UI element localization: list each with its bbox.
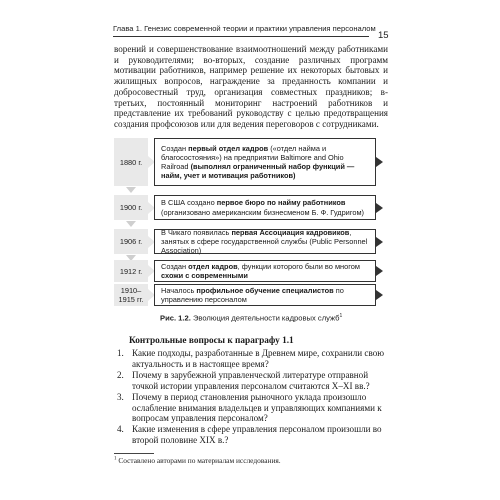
question-item <box>114 370 388 391</box>
timeline-row <box>114 260 380 282</box>
question-item <box>114 348 388 369</box>
timeline-year: 1912 г. <box>114 260 148 282</box>
timeline-down-arrow <box>126 187 136 193</box>
header-rule <box>113 36 369 37</box>
page-number: 15 <box>378 30 389 41</box>
question-number: 3. <box>117 391 124 402</box>
question-item <box>114 392 388 424</box>
timeline-year: 1910–1915 гг. <box>114 284 148 306</box>
figure-footnote-mark: 1 <box>339 313 343 319</box>
timeline-event-text: Создан первый отдел кадров («отдел найма и благосостояния») на предприятии Baltimore and Ohio Railroad (выполнял ограниченный набор функций — найм, учет и мотивация работников) <box>161 143 355 181</box>
questions-heading: Контрольные вопросы к параграфу 1.1 <box>129 336 294 346</box>
timeline-year: 1906 г. <box>114 229 148 254</box>
timeline-event-text: В США создано первое бюро по найму работников (организовано американским бизнесменом Б. Ф. Гудригом) <box>161 198 364 217</box>
body-paragraph-block <box>114 44 388 130</box>
question-number: 4. <box>117 424 124 435</box>
body-paragraph: ворений и совершенствование взаимоотношений между работниками и руководителями; во-вторых, создание различных программ мотивации работников, например решение их некоторых бытовых и жилищных вопросов, награждение за преданность компании и добросовестный труд, организация совместных праздников; в-третьих, постоянный мониторинг настроений работников и представление их требований руководству с целью предотвращения создания профсоюзов или для ведения переговоров с сотрудниками. <box>114 44 388 129</box>
footnote-mark: 1 <box>114 456 117 462</box>
footnote-rule <box>114 453 154 454</box>
questions-list <box>114 348 388 446</box>
timeline-year: 1900 г. <box>114 195 148 220</box>
footnote <box>114 456 281 465</box>
question-text: Почему в период становления рыночного уклада произошло ослабление внимания владельцев и управляющих компаниями к вопросам управления персоналом? <box>132 391 382 424</box>
timeline-event-box <box>154 195 376 220</box>
timeline-event-box <box>154 229 376 254</box>
timeline-event-text: Создан отдел кадров, функции которого были во многом схожи с современными <box>161 261 360 280</box>
timeline-down-arrow <box>126 221 136 227</box>
question-text: Почему в зарубежной управленческой литературе отправной точкой истории управления персоналом считаются X–XI вв.? <box>132 369 370 391</box>
running-header-title: Глава 1. Генезис современной теории и практики управления персоналом <box>113 24 376 33</box>
question-item <box>114 424 388 445</box>
timeline-row <box>114 284 380 306</box>
timeline-event-text: Началось профильное обучение специалистов по управлению персоналом <box>161 285 344 304</box>
timeline-event-box <box>154 284 376 306</box>
timeline-figure <box>114 138 380 306</box>
question-text: Какие изменения в сфере управления персоналом произошли во второй половине XIX в.? <box>132 424 382 446</box>
figure-caption-label: Рис. 1.2. <box>160 313 191 323</box>
timeline-row <box>114 195 380 220</box>
timeline-event-box <box>154 138 376 186</box>
timeline-event-box <box>154 260 376 282</box>
question-number: 1. <box>117 348 124 358</box>
timeline-year: 1880 г. <box>114 138 148 186</box>
timeline-row <box>114 138 380 186</box>
question-number: 2. <box>117 369 124 380</box>
figure-caption <box>160 313 342 323</box>
timeline-event-text: В Чикаго появилась первая Ассоциация кадровиков, занятых в сфере государственной службы (Public Personnel Association) <box>161 227 368 256</box>
timeline-row <box>114 229 380 254</box>
figure-caption-text: Эволюция деятельности кадровых служб <box>190 313 340 323</box>
question-text: Какие подходы, разработанные в Древнем мире, сохранили свою актуальность и в настоящее время? <box>132 348 385 369</box>
footnote-text: Составлено авторами по материалам исследования. <box>116 456 281 465</box>
